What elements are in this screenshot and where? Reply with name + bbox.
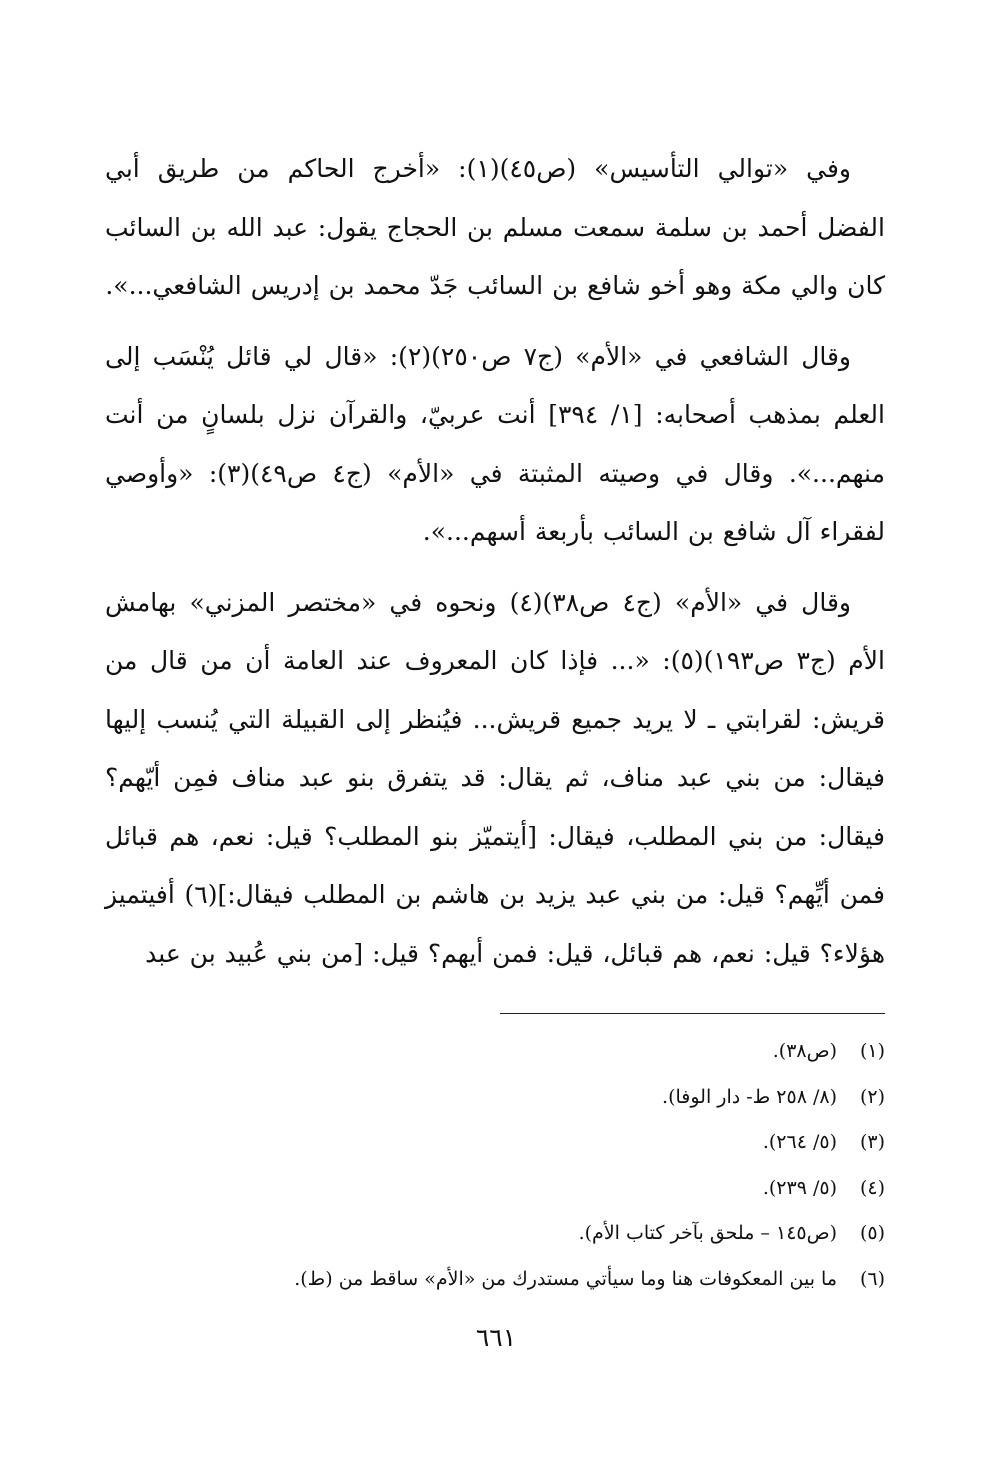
footnote-number: (٤) (859, 1176, 885, 1199)
page-number: ٦٦١ (475, 1323, 517, 1352)
footnote-item (105, 1120, 885, 1166)
body-paragraph: وفي «توالي التأسيس» (ص٤٥)(١): «أخرج الحاكم من طريق أبي الفضل أحمد بن سلمة سمعت مسلم بن الحجاج يقول: عبد الله بن السائب كان والي مكة وهو أخو شافع بن السائب جَدّ محمد بن إدريس الشافعي...». (105, 154, 885, 300)
footnote-text: ما بين المعكوفات هنا وما سيأتي مستدرك من «الأم» ساقط من (ط). (294, 1267, 837, 1290)
body-paragraph: وقال في «الأم» (ج٤ ص٣٨)(٤) ونحوه في «مختصر المزني» بهامش الأم (ج٣ ص١٩٣)(٥): «... فإذا كان المعروف عند العامة أن من قال من قريش: لقرابتي ـ لا يريد جميع قريش... فيُنظر إلى القبيلة التي يُنسب إليها فيقال: من بني عبد مناف، ثم يقال: قد يتفرق بنو عبد مناف فمِن أيّهم؟ فيقال: من بني المطلب، فيقال: [أيتميّز بنو المطلب؟ قيل: نعم، هم قبائل فمن أيِّهم؟ قيل: من بني عبد يزيد بن هاشم بن المطلب فيقال:](٦) أفيتميز هؤلاء؟ قيل: نعم، هم قبائل، قيل: فمن أيهم؟ قيل: [من بني عُبيد بن عبد (105, 587, 886, 968)
footnote-item (105, 1211, 885, 1257)
footnote-item (105, 1029, 885, 1075)
footnote-number: (٥) (859, 1222, 885, 1244)
footnote-text: (ص١٤٥ – ملحق بآخر كتاب الأم). (578, 1222, 837, 1244)
footnote-number: (١) (859, 1040, 885, 1062)
footnote-text: (٥/ ٢٣٩). (762, 1176, 837, 1199)
footnote-number: (٣) (859, 1131, 885, 1153)
footnote-text: (ص٣٨). (772, 1040, 837, 1062)
footnotes-list (105, 1029, 885, 1302)
footnote-item (105, 1075, 885, 1121)
footnote-text: (٥/ ٢٦٤). (762, 1131, 837, 1153)
page-body (105, 140, 885, 995)
footnote-number: (٢) (859, 1085, 885, 1108)
footnote-item (105, 1257, 885, 1303)
footnote-item (105, 1166, 885, 1212)
footnote-number: (٦) (859, 1267, 885, 1290)
footnote-separator (500, 1013, 885, 1014)
body-paragraph: وقال الشافعي في «الأم» (ج٧ ص٢٥٠)(٢): «قال لي قائل يُنْسَب إلى العلم بمذهب أصحابه: [١/ ٣٩٤] أنت عربيّ، والقرآن نزل بلسانٍ من أنت منهم...». وقال في وصيته المثبتة في «الأم» (ج٤ ص٤٩)(٣): «وأوصي لفقراء آل شافع بن السائب بأربعة أسهم...». (105, 341, 885, 546)
footnote-text: (٨/ ٢٥٨ ط- دار الوفا). (662, 1085, 837, 1108)
